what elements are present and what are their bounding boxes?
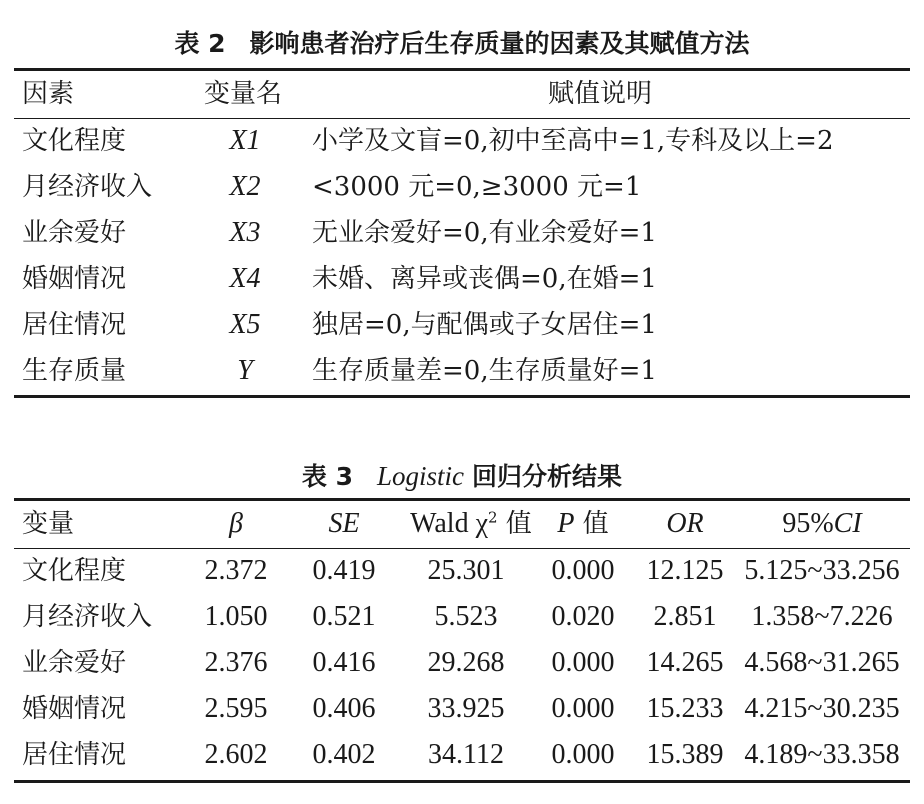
beta-value: 1.050	[204, 601, 268, 632]
table3-caption	[0, 460, 924, 493]
p-value: 0.000	[551, 739, 615, 770]
factor-name: 生存质量	[22, 356, 127, 386]
factor-name: 月经济收入	[22, 172, 153, 202]
or-value: 15.389	[646, 739, 724, 770]
table-row	[0, 732, 924, 778]
se-value: 0.406	[312, 693, 376, 724]
se-value: 0.521	[312, 601, 376, 632]
p-value: 0.000	[551, 693, 615, 724]
variable-name: 文化程度	[22, 556, 127, 586]
wald-value: 25.301	[427, 555, 505, 586]
ci-value: 4.568~31.265	[744, 647, 900, 678]
table3-header-beta: β	[229, 508, 243, 539]
factor-name: 婚姻情况	[22, 264, 127, 294]
factor-name: 居住情况	[22, 310, 127, 340]
table3-header-var: 变量	[22, 509, 75, 539]
wald-value: 5.523	[434, 601, 498, 632]
p-value: 0.000	[551, 647, 615, 678]
wald-value: 33.925	[427, 693, 505, 724]
assignment-desc: 无业余爱好=0,有业余爱好=1	[312, 218, 657, 248]
table-row	[0, 594, 924, 640]
wald-value: 29.268	[427, 647, 505, 678]
beta-value: 2.595	[204, 693, 268, 724]
table2-header-factor: 因素	[22, 79, 75, 109]
se-value: 0.402	[312, 739, 376, 770]
or-value: 15.233	[646, 693, 724, 724]
variable-name: 月经济收入	[22, 602, 153, 632]
variable-name: 居住情况	[22, 740, 127, 770]
ci-prefix: 95%	[782, 508, 834, 539]
table3-bottom-rule	[14, 780, 910, 783]
se-value: 0.416	[312, 647, 376, 678]
variable-name: X5	[229, 309, 261, 340]
beta-value: 2.602	[204, 739, 268, 770]
wald-suffix: 值	[497, 509, 532, 539]
or-value: 12.125	[646, 555, 724, 586]
table2-header-row	[0, 71, 924, 117]
variable-name: 婚姻情况	[22, 694, 127, 724]
beta-value: 2.376	[204, 647, 268, 678]
table3-caption-italic: Logistic	[377, 461, 465, 491]
or-value: 2.851	[653, 601, 717, 632]
table-row	[0, 548, 924, 594]
table2-header-desc: 赋值说明	[548, 79, 653, 109]
table2-header-var: 变量名	[204, 79, 283, 109]
table3-caption-number: 表 3	[301, 462, 354, 491]
table2-bottom-rule	[14, 395, 910, 398]
assignment-desc: <3000 元=0,≥3000 元=1	[312, 172, 642, 202]
table3-header-p	[538, 501, 628, 547]
wald-value: 34.112	[428, 739, 504, 770]
variable-name: X3	[229, 217, 261, 248]
table2-caption	[0, 28, 924, 60]
table3-header-row	[0, 501, 924, 547]
table-row	[0, 302, 924, 348]
ci-value: 4.215~30.235	[744, 693, 900, 724]
variable-name: X1	[229, 125, 261, 156]
table-row	[0, 640, 924, 686]
assignment-desc: 生存质量差=0,生存质量好=1	[312, 356, 657, 386]
table3-header-ci	[742, 501, 902, 547]
table-row	[0, 686, 924, 732]
or-value: 14.265	[646, 647, 724, 678]
p-suffix: 值	[574, 509, 609, 539]
table2-caption-number: 表 2	[174, 29, 226, 58]
ci-label: CI	[833, 508, 862, 539]
table-row	[0, 164, 924, 210]
p-value: 0.020	[551, 601, 615, 632]
ci-value: 5.125~33.256	[744, 555, 900, 586]
variable-name: 业余爱好	[22, 648, 127, 678]
variable-name: Y	[237, 355, 253, 386]
variable-name: X4	[229, 263, 261, 294]
table3-header-or: OR	[666, 508, 704, 539]
ci-value: 4.189~33.358	[744, 739, 900, 770]
table3-caption-title: 回归分析结果	[472, 462, 623, 491]
assignment-desc: 小学及文盲=0,初中至高中=1,专科及以上=2	[312, 126, 834, 156]
assignment-desc: 独居=0,与配偶或子女居住=1	[312, 310, 657, 340]
table3-header-se: SE	[328, 508, 360, 539]
wald-label: Wald χ	[410, 508, 488, 539]
ci-value: 1.358~7.226	[751, 601, 893, 632]
table-row	[0, 118, 924, 164]
table-row	[0, 256, 924, 302]
table-row	[0, 210, 924, 256]
factor-name: 业余爱好	[22, 218, 127, 248]
table2-caption-title: 影响患者治疗后生存质量的因素及其赋值方法	[249, 29, 750, 58]
variable-name: X2	[229, 171, 261, 202]
se-value: 0.419	[312, 555, 376, 586]
p-value: 0.000	[551, 555, 615, 586]
wald-superscript: 2	[488, 508, 498, 527]
p-label: P	[557, 508, 575, 539]
assignment-desc: 未婚、离异或丧偶=0,在婚=1	[312, 264, 657, 294]
factor-name: 文化程度	[22, 126, 127, 156]
table-row	[0, 348, 924, 394]
table3-header-wald	[396, 501, 546, 547]
beta-value: 2.372	[204, 555, 268, 586]
